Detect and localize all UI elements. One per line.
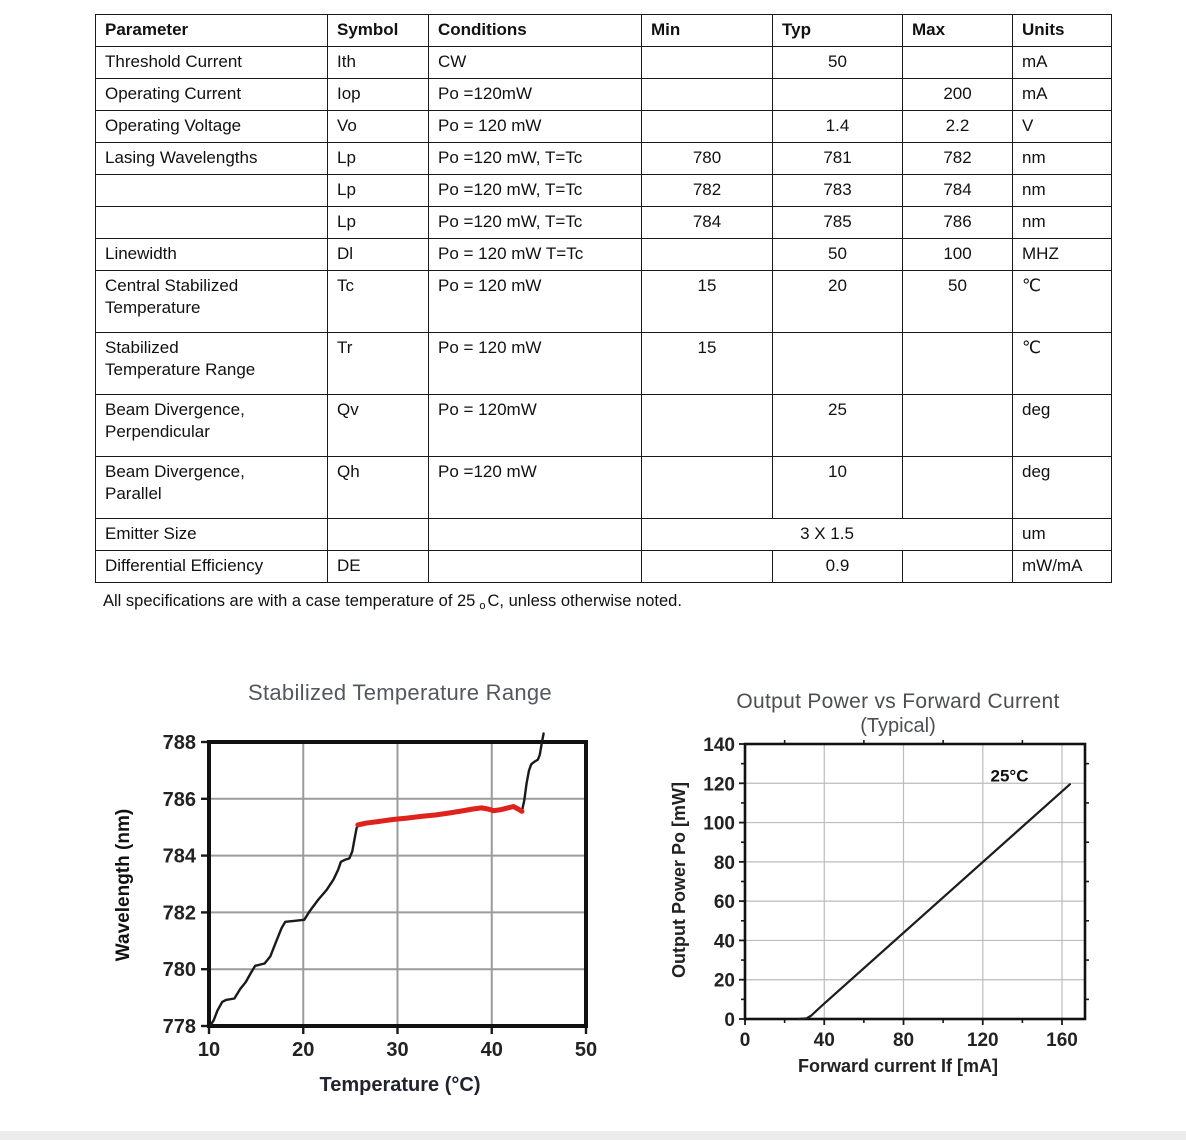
table-cell: Tr [328,333,429,395]
table-cell: Qh [328,457,429,519]
table-cell: Emitter Size [96,519,328,551]
table-cell: ℃ [1013,271,1112,333]
page-bottom-strip [0,1131,1186,1140]
table-cell: Lp [328,143,429,175]
table-cell: 50 [903,271,1013,333]
footnote-degree-sub: o [479,600,486,612]
table-cell: 15 [642,333,773,395]
right-chart-canvas [658,678,1130,1058]
y-tick-label: 100 [703,813,735,835]
table-cell: nm [1013,207,1112,239]
x-tick-label: 50 [574,1039,598,1061]
column-header: Units [1013,15,1112,47]
table-cell: 782 [642,175,773,207]
table-cell: deg [1013,395,1112,457]
table-cell: 200 [903,79,1013,111]
table-cell: Po = 120 mW T=Tc [429,239,642,271]
table-cell: deg [1013,457,1112,519]
table-cell [773,79,903,111]
left-chart-xlabel: Temperature (°C) [319,1074,481,1096]
table-cell: Po = 120mW [429,395,642,457]
table-row [96,79,1112,111]
table-cell: Po =120 mW, T=Tc [429,207,642,239]
table-cell: 1.4 [773,111,903,143]
table-cell: 784 [903,175,1013,207]
table-cell [96,175,328,207]
table-cell: 782 [903,143,1013,175]
y-tick-label: 784 [162,845,196,868]
table-cell: mA [1013,79,1112,111]
y-tick-label: 140 [703,735,735,756]
table-cell: um [1013,519,1112,551]
table-cell: 785 [773,207,903,239]
y-tick-label: 778 [162,1016,196,1038]
table-cell: ℃ [1013,333,1112,395]
x-tick-label: 40 [480,1039,503,1061]
right-chart-ylabel: Output Power Po [mW] [669,782,689,978]
table-cell: 10 [773,457,903,519]
table-cell [903,395,1013,457]
table-cell: 100 [903,239,1013,271]
table-row [96,551,1112,583]
table-cell: Po = 120 mW [429,333,642,395]
table-cell [773,333,903,395]
table-cell [642,79,773,111]
table-cell: mA [1013,47,1112,79]
table-cell: 15 [642,271,773,333]
table-cell [642,395,773,457]
table-cell: Po = 120 mW [429,111,642,143]
x-tick-label: 160 [1046,1030,1078,1051]
table-cell: Beam Divergence, Parallel [96,457,328,519]
table-row [96,457,1112,519]
table-cell [328,519,429,551]
table-cell: 780 [642,143,773,175]
table-cell: Differential Efficiency [96,551,328,583]
left-chart-ylabel: Wavelength (nm) [113,808,134,962]
stabilized-temperature-chart [100,668,615,1130]
table-cell: nm [1013,143,1112,175]
y-tick-label: 40 [713,931,735,953]
table-cell: 786 [903,207,1013,239]
table-cell: 0.9 [773,551,903,583]
table-cell [642,47,773,79]
table-row [96,207,1112,239]
table-cell: V [1013,111,1112,143]
spec-table [95,14,1112,583]
spec-table-body [96,47,1112,583]
table-cell: DE [328,551,429,583]
x-tick-label: 30 [386,1039,409,1061]
table-row [96,519,1112,551]
table-cell: Vo [328,111,429,143]
right-chart-title: Output Power vs Forward Current [736,690,1060,713]
table-cell: 25 [773,395,903,457]
y-tick-label: 60 [713,892,735,914]
x-tick-label: 120 [966,1030,999,1051]
table-cell: Tc [328,271,429,333]
x-tick-label: 20 [292,1039,315,1061]
table-cell: CW [429,47,642,79]
table-cell: Iop [328,79,429,111]
table-cell: Lasing Wavelengths [96,143,328,175]
table-cell: Stabilized Temperature Range [96,333,328,395]
column-header: Parameter [96,15,328,47]
table-cell [429,519,642,551]
table-cell: mW/mA [1013,551,1112,583]
table-row [96,175,1112,207]
footnote-text-end: C, unless otherwise noted. [487,592,682,610]
x-tick-label: 0 [739,1030,751,1051]
right-chart-subtitle: (Typical) [860,715,936,737]
spec-footnote [103,592,682,611]
y-tick-label: 80 [713,852,735,874]
x-tick-label: 10 [197,1039,221,1061]
table-cell: Lp [328,175,429,207]
column-header: Max [903,15,1013,47]
header-row [96,15,1112,47]
table-cell [642,551,773,583]
y-tick-label: 780 [162,959,196,982]
table-cell [642,239,773,271]
table-cell: Beam Divergence, Perpendicular [96,395,328,457]
table-cell: 781 [773,143,903,175]
table-cell [903,333,1013,395]
table-cell: Qv [328,395,429,457]
table-cell: 20 [773,271,903,333]
y-tick-label: 0 [724,1010,735,1031]
table-cell: Po =120 mW, T=Tc [429,143,642,175]
table-cell: Threshold Current [96,47,328,79]
table-cell: MHZ [1013,239,1112,271]
column-header: Typ [773,15,903,47]
plot-border [745,744,1085,1019]
table-cell: nm [1013,175,1112,207]
spec-table-header [96,15,1112,47]
table-row [96,333,1112,395]
table-cell: Dl [328,239,429,271]
table-cell: 783 [773,175,903,207]
table-cell [642,457,773,519]
stabilized-range-segment [358,807,522,825]
y-tick-label: 786 [162,788,196,811]
footnote-text: All specifications are with a case temperature of 25 [103,592,476,610]
y-tick-label: 120 [703,774,735,796]
temperature-annotation: 25°C [990,766,1029,786]
column-header: Symbol [328,15,429,47]
right-chart-xlabel: Forward current If [mA] [797,1056,998,1076]
table-cell: 50 [773,47,903,79]
table-cell: Po =120 mW, T=Tc [429,175,642,207]
table-cell [96,207,328,239]
x-tick-label: 40 [813,1030,835,1051]
y-tick-label: 782 [162,902,196,925]
table-row [96,143,1112,175]
table-cell: Operating Current [96,79,328,111]
column-header: Conditions [429,15,642,47]
table-cell: Ith [328,47,429,79]
table-cell: Central Stabilized Temperature [96,271,328,333]
table-cell [903,457,1013,519]
spec-table-container [95,14,1111,583]
table-row [96,47,1112,79]
table-cell [642,111,773,143]
table-row [96,395,1112,457]
table-cell: 50 [773,239,903,271]
table-cell: Lp [328,207,429,239]
x-tick-label: 80 [892,1030,915,1051]
table-cell: Po = 120 mW [429,271,642,333]
table-cell [903,47,1013,79]
y-tick-label: 20 [713,970,735,992]
table-cell [429,551,642,583]
table-row [96,239,1112,271]
column-header: Min [642,15,773,47]
output-power-chart [658,678,1130,1130]
table-cell: Linewidth [96,239,328,271]
table-cell: 2.2 [903,111,1013,143]
left-chart-title: Stabilized Temperature Range [248,680,552,705]
table-cell: Po =120 mW [429,457,642,519]
table-row [96,111,1112,143]
y-tick-label: 788 [162,732,196,754]
table-cell: Operating Voltage [96,111,328,143]
table-row [96,271,1112,333]
table-cell: 784 [642,207,773,239]
table-cell: Po =120mW [429,79,642,111]
table-cell: 3 X 1.5 [642,519,1013,551]
table-cell [903,551,1013,583]
left-chart-canvas [100,708,615,1070]
